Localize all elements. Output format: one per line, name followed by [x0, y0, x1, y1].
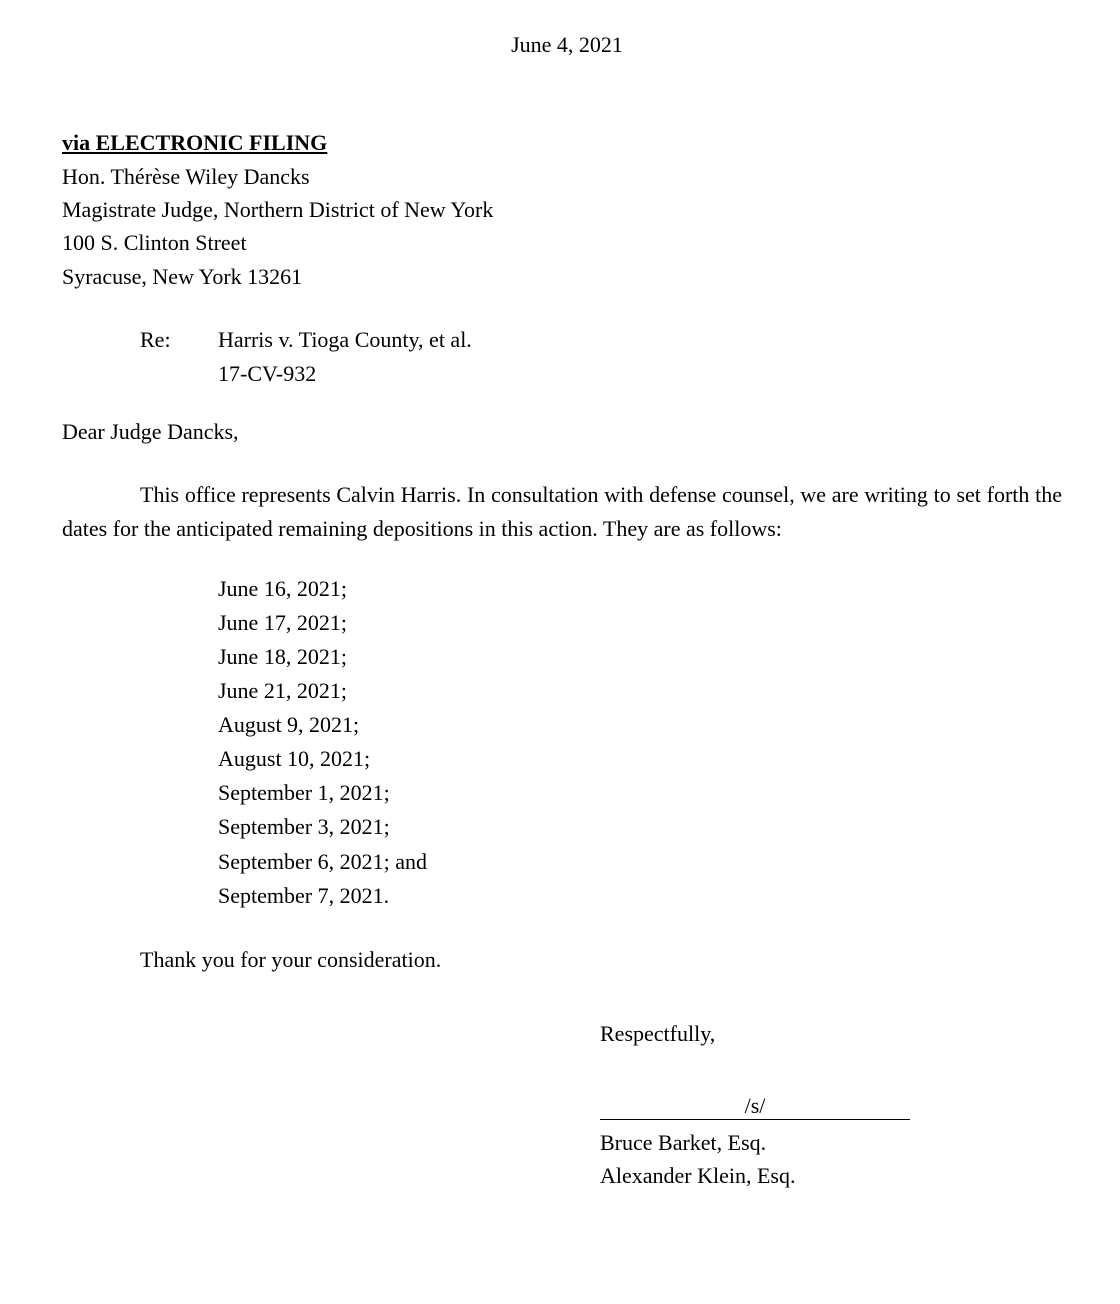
list-item: September 1, 2021; — [218, 780, 390, 806]
re-label-spacer — [140, 357, 218, 391]
re-block — [140, 323, 1062, 391]
signature-block — [600, 1017, 1062, 1192]
recipient-street: 100 S. Clinton Street — [62, 230, 247, 256]
list-item: September 3, 2021; — [218, 814, 390, 840]
letter-date: June 4, 2021 — [511, 32, 623, 57]
signer-name: Bruce Barket, Esq. — [600, 1129, 767, 1155]
re-case-number-row — [140, 357, 1062, 391]
list-item: August 10, 2021; — [218, 746, 371, 772]
recipient-address-block — [62, 126, 1062, 293]
re-case-number: 17-CV-932 — [218, 361, 317, 387]
re-case-name: Harris v. Tioga County, et al. — [218, 327, 472, 353]
signoff: Respectfully, — [600, 1020, 716, 1046]
deposition-dates-list — [218, 572, 1062, 913]
list-item: June 18, 2021; — [218, 643, 347, 669]
list-item: September 7, 2021. — [218, 882, 390, 908]
signature-line — [600, 1092, 910, 1120]
closing-thanks: Thank you for your consideration. — [140, 946, 442, 972]
list-item: August 9, 2021; — [218, 712, 360, 738]
re-case-name-row — [140, 323, 1062, 357]
filing-method-label: via ELECTRONIC FILING — [62, 130, 328, 156]
re-label: Re: — [140, 327, 171, 353]
recipient-name: Hon. Thérèse Wiley Dancks — [62, 163, 310, 189]
list-item: June 16, 2021; — [218, 575, 347, 601]
body-paragraph: This office represents Calvin Harris. In consultation with defense counsel, we are writing to set forth the dates for the anticipated remaining depositions in this action. They are as follows: — [62, 481, 1062, 541]
list-item: June 21, 2021; — [218, 678, 347, 704]
list-item: June 17, 2021; — [218, 609, 347, 635]
salutation: Dear Judge Dancks, — [62, 419, 239, 445]
electronic-signature-mark: /s/ — [744, 1092, 766, 1118]
signer-name: Alexander Klein, Esq. — [600, 1162, 796, 1188]
recipient-title: Magistrate Judge, Northern District of New York — [62, 196, 494, 222]
recipient-city-state-zip: Syracuse, New York 13261 — [62, 263, 303, 289]
list-item: September 6, 2021; and — [218, 848, 427, 874]
